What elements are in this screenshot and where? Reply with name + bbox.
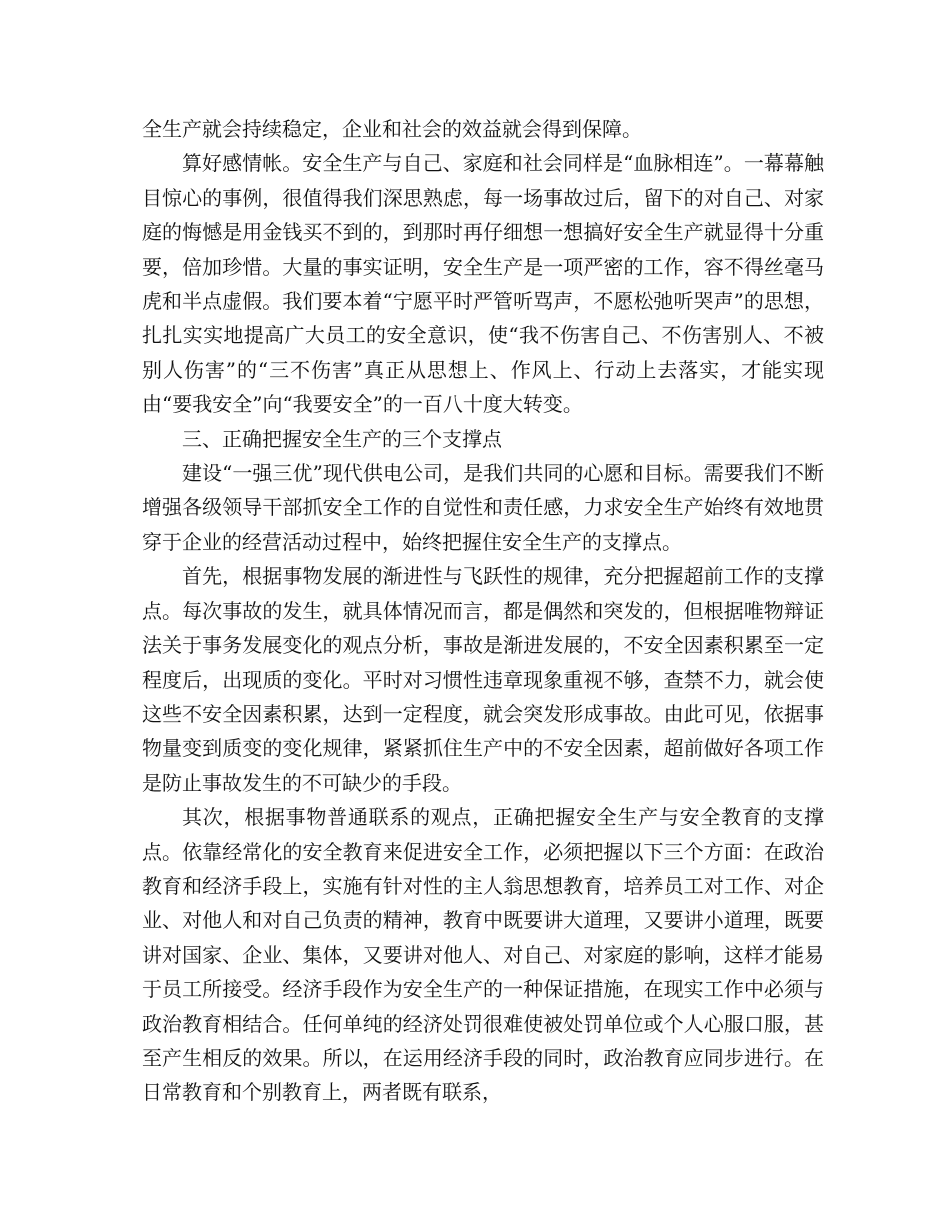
paragraph-goal: 建设“一强三优”现代供电公司，是我们共同的心愿和目标。需要我们不断增强各级领导干部抓安全工作的自觉性和责任感，力求安全生产始终有效地贯穿于企业的经营活动过程中，始终把握住安全生产的支撑点。 xyxy=(142,461,824,554)
section-heading-three: 三、正确把握安全生产的三个支撑点 xyxy=(182,426,502,451)
document-body xyxy=(142,112,824,1110)
paragraph-second-point: 其次，根据事物普通联系的观点，正确把握安全生产与安全教育的支撑点。依靠经常化的安全教育来促进安全工作，必须把握以下三个方面：在政治教育和经济手段上，实施有针对性的主人翁思想教育，培养员工对工作、对企业、对他人和对自己负责的精神，教育中既要讲大道理，又要讲小道理，既要讲对国家、企业、集体，又要讲对他人、对自己、对家庭的影响，这样才能易于员工所接受。经济手段作为安全生产的一种保证措施，在现实工作中必须与政治教育相结合。任何单纯的经济处罚很难使被处罚单位或个人心服口服，甚至产生相反的效果。所以，在运用经济手段的同时，政治教育应同步进行。在日常教育和个别教育上，两者既有联系， xyxy=(142,805,824,1105)
paragraph-first-point: 首先，根据事物发展的渐进性与飞跃性的规律，充分把握超前工作的支撑点。每次事故的发生，就具体情况而言，都是偶然和突发的，但根据唯物辩证法关于事务发展变化的观点分析，事故是渐进发展的，不安全因素积累至一定程度后，出现质的变化。平时对习惯性违章现象重视不够，查禁不力，就会使这些不安全因素积累，达到一定程度，就会突发形成事故。由此可见，依据事物量变到质变的变化规律，紧紧抓住生产中的不安全因素，超前做好各项工作是防止事故发生的不可缺少的手段。 xyxy=(142,564,824,795)
paragraph-continuation: 全生产就会持续稳定，企业和社会的效益就会得到保障。 xyxy=(142,117,642,141)
paragraph-emotion-account: 算好感情帐。安全生产与自己、家庭和社会同样是“血脉相连”。一幕幕触目惊心的事例，很值得我们深思熟虑，每一场事故过后，留下的对自己、对家庭的悔憾是用金钱买不到的，到那时再仔细想一想搞好安全生产就显得十分重要，倍加珍惜。大量的事实证明，安全生产是一项严密的工作，容不得丝毫马虎和半点虚假。我们要本着“宁愿平时严管听骂声，不愿松弛听哭声”的思想，扎扎实实地提高广大员工的安全意识，使“我不伤害自己、不伤害别人、不被别人伤害”的“三不伤害”真正从思想上、作风上、行动上去落实，才能实现由“要我安全”向“我要安全”的一百八十度大转变。 xyxy=(142,151,824,417)
